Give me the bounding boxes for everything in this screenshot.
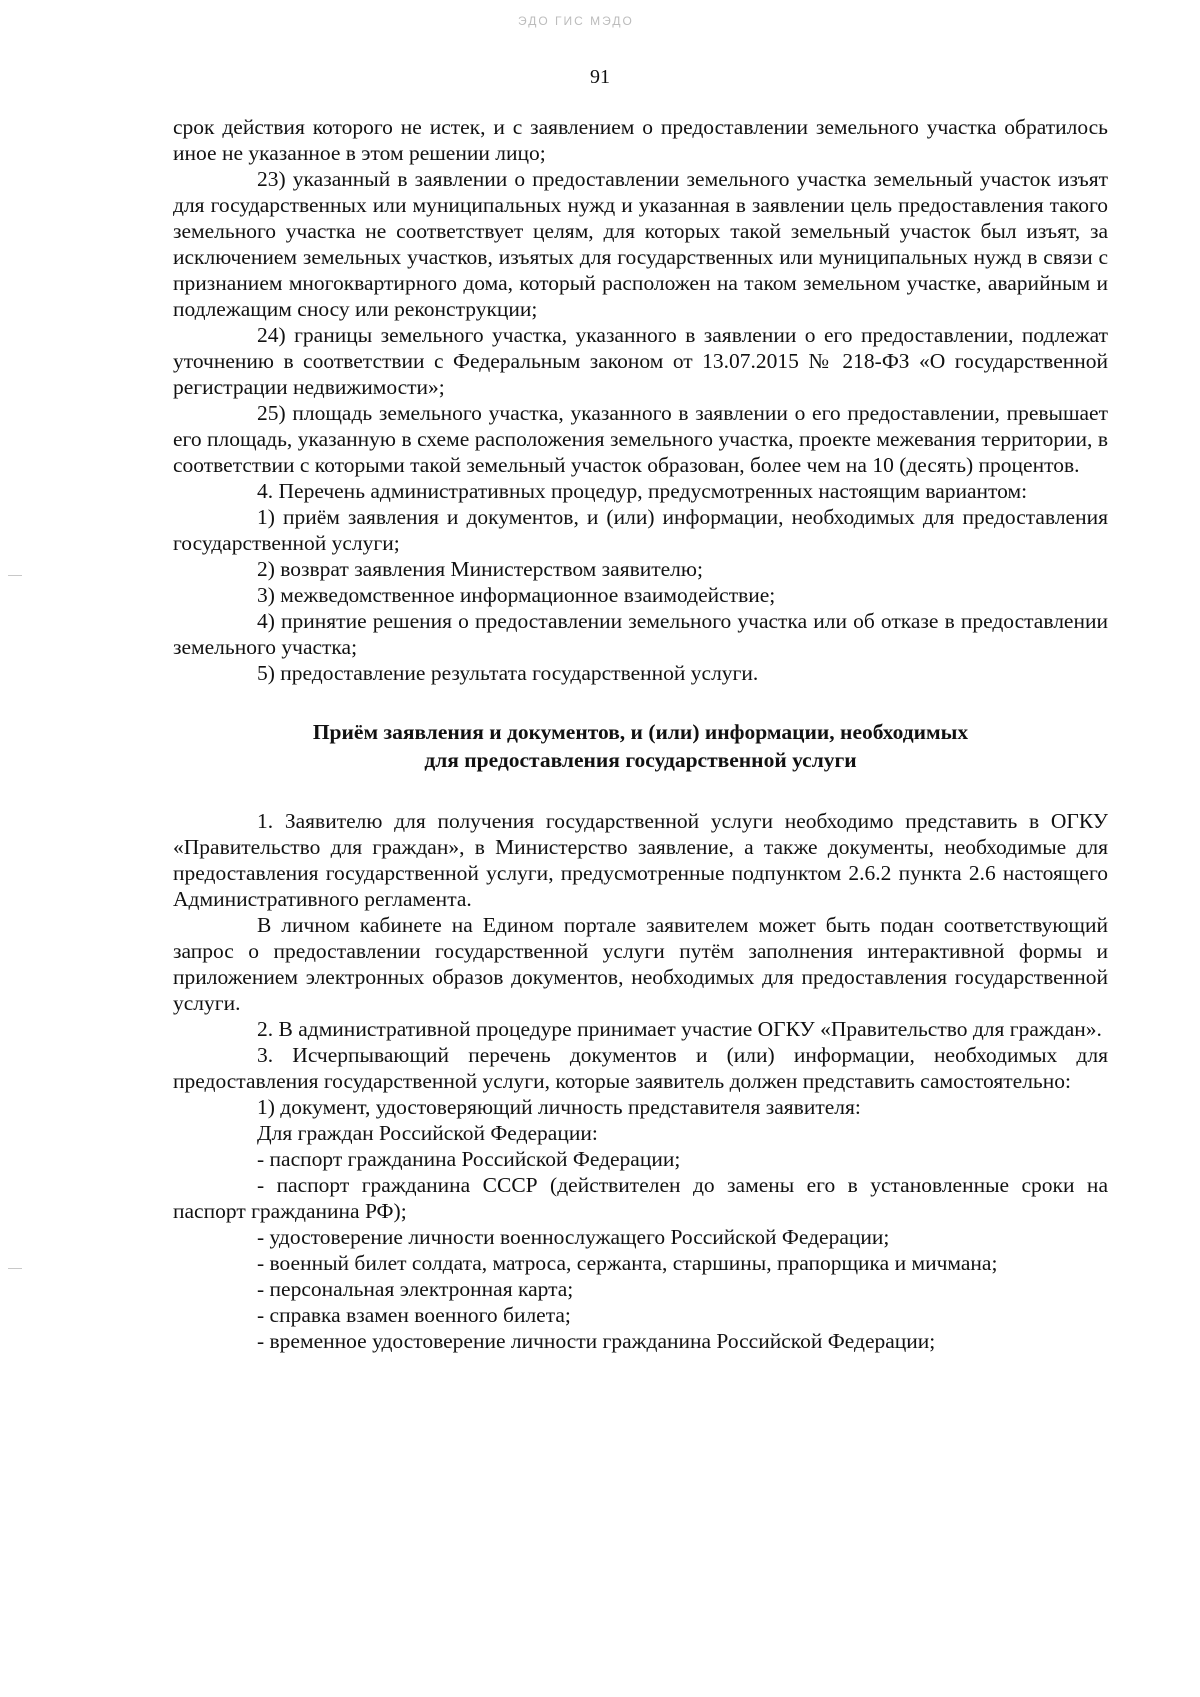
list-item: - справка взамен военного билета;: [257, 1303, 571, 1327]
procedure-item-4: 4) принятие решения о предоставлении земельного участка или об отказе в предоставлении земельного участка;: [173, 609, 1108, 659]
section-heading-line-1: Приём заявления и документов, и (или) информации, необходимых: [312, 720, 969, 744]
procedure-item-1: 1) приём заявления и документов, и (или) информации, необходимых для предоставления государственной услуги;: [173, 505, 1108, 555]
paragraph-procedures-list: 4. Перечень административных процедур, предусмотренных настоящим вариантом:: [257, 479, 1028, 503]
list-item: - паспорт гражданина СССР (действителен до замены его в установленные сроки на паспорт гражданина РФ);: [173, 1173, 1108, 1223]
procedure-item-5: 5) предоставление результата государственной услуги.: [257, 661, 759, 685]
section-paragraph-3: 3. Исчерпывающий перечень документов и (или) информации, необходимых для предоставления государственной услуги, которые заявитель должен представить самостоятельно:: [173, 1043, 1108, 1093]
scan-watermark: ЭДО ГИС МЭДО: [518, 14, 634, 28]
procedure-item-3: 3) межведомственное информационное взаимодействие;: [257, 583, 776, 607]
list-item: - временное удостоверение личности гражданина Российской Федерации;: [257, 1329, 936, 1353]
paragraph-item-25: 25) площадь земельного участка, указанного в заявлении о его предоставлении, превышает его площадь, указанную в схеме расположения земельного участка, проекте межевания территории, в соответствии с которыми такой земельный участок образован, более чем на 10 (десять) процентов.: [173, 401, 1108, 477]
section-heading-line-2: для предоставления государственной услуги: [424, 748, 857, 772]
paragraph-continuation: срок действия которого не истек, и с заявлением о предоставлении земельного участка обратилось иное не указанное в этом решении лицо;: [173, 115, 1108, 165]
section-paragraph-portal: В личном кабинете на Едином портале заявителем может быть подан соответствующий запрос о предоставлении государственной услуги путём заполнения интерактивной формы и приложением электронных образов документов, необходимых для предоставления государственной услуги.: [173, 913, 1108, 1015]
section-citizens-label: Для граждан Российской Федерации:: [257, 1121, 598, 1145]
section-paragraph-2: 2. В административной процедуре принимает участие ОГКУ «Правительство для граждан».: [257, 1017, 1102, 1041]
paragraph-item-24: 24) границы земельного участка, указанного в заявлении о его предоставлении, подлежат уточнению в соответствии с Федеральным законом от 13.07.2015 № 218-ФЗ «О государственной регистрации недвижимости»;: [173, 323, 1108, 399]
paragraph-item-23: 23) указанный в заявлении о предоставлении земельного участка земельный участок изъят для государственных или муниципальных нужд и указанная в заявлении цель предоставления такого земельного участка не соответствует целям, для которых такой земельный участок был изъят, за исключением земельных участков, изъятых для государственных или муниципальных нужд в связи с признанием многоквартирного дома, который расположен на таком земельном участке, аварийным и подлежащим сносу или реконструкции;: [173, 167, 1108, 321]
section-item-identity-document: 1) документ, удостоверяющий личность представителя заявителя:: [257, 1095, 861, 1119]
list-item: - удостоверение личности военнослужащего Российской Федерации;: [257, 1225, 890, 1249]
page-number: 91: [590, 66, 610, 88]
margin-mark: [8, 1268, 22, 1269]
section-paragraph-1: 1. Заявителю для получения государственной услуги необходимо представить в ОГКУ «Правительство для граждан», в Министерство заявление, а также документы, необходимые для предоставления государственной услуги, предусмотренные подпунктом 2.6.2 пункта 2.6 настоящего Административного регламента.: [173, 809, 1108, 911]
margin-mark: [8, 575, 22, 576]
section-heading: [173, 718, 1108, 774]
document-body: [173, 114, 1108, 1354]
procedure-item-2: 2) возврат заявления Министерством заявителю;: [257, 557, 703, 581]
list-item: - паспорт гражданина Российской Федерации;: [257, 1147, 681, 1171]
list-item: - военный билет солдата, матроса, сержанта, старшины, прапорщика и мичмана;: [257, 1251, 998, 1275]
list-item: - персональная электронная карта;: [257, 1277, 574, 1301]
